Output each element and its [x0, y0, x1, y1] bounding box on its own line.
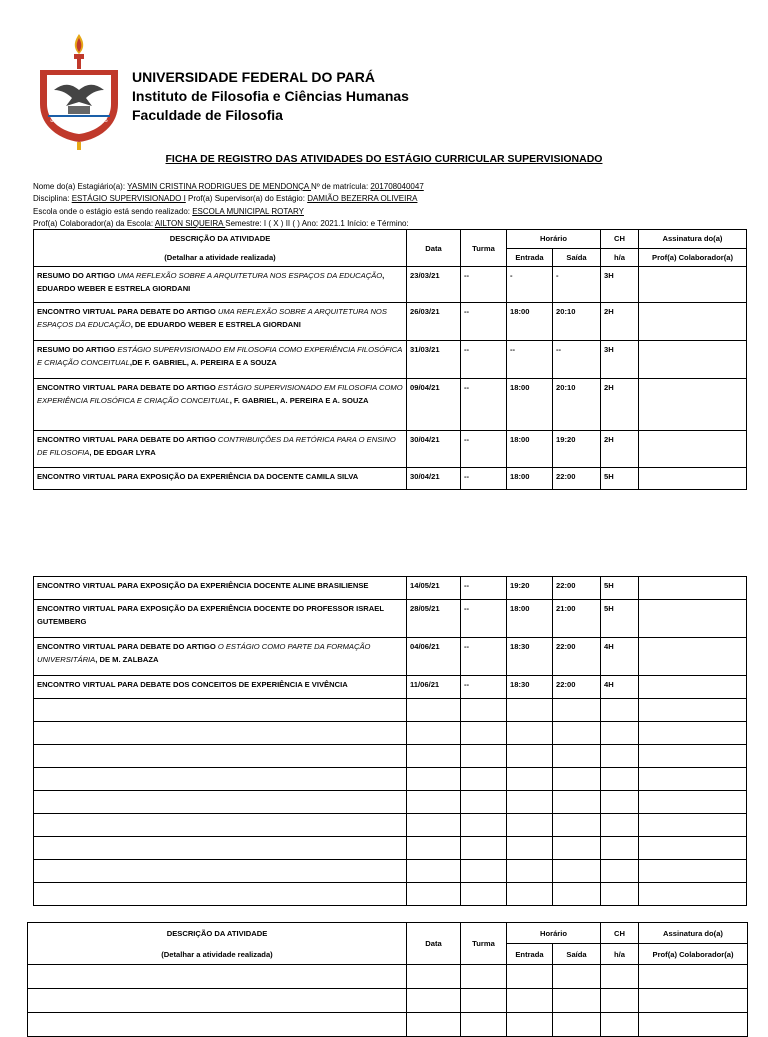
- student-label: Nome do(a) Estagiário(a):: [33, 182, 128, 191]
- desc-author: , EDUARDO WEBER E ESTRELA GIORDANI: [37, 271, 385, 293]
- collaborator-label: Prof(a) Colaborador(a) da Escola:: [33, 219, 155, 228]
- empty-cell: [461, 768, 507, 791]
- empty-cell: [507, 883, 553, 906]
- empty-cell: [407, 1013, 461, 1037]
- desc-author: , DE EDUARDO WEBER E ESTRELA GIORDANI: [130, 320, 301, 329]
- activity-turma: --: [461, 638, 507, 676]
- activity-signature: [639, 267, 747, 303]
- empty-cell: [601, 1013, 639, 1037]
- empty-cell: [639, 1013, 748, 1037]
- desc-text: RESUMO DO ARTIGO: [37, 271, 118, 280]
- empty-cell: [507, 860, 553, 883]
- ch-header: CH: [601, 230, 639, 249]
- saida-header: Saída: [553, 248, 601, 267]
- matricula-label: Nº de matrícula:: [311, 182, 371, 191]
- horario-header-3: Horário: [507, 923, 601, 944]
- empty-cell: [34, 883, 407, 906]
- activity-date: 23/03/21: [407, 267, 461, 303]
- activity-date: 14/05/21: [407, 577, 461, 600]
- semester-info: Semestre: I ( X ) II ( ) Ano: 2021.1 Início: e Término:: [225, 219, 409, 228]
- activity-entrada: -: [507, 267, 553, 303]
- desc-text: ENCONTRO VIRTUAL PARA DEBATE DOS CONCEITOS DE EXPERIÊNCIA E VIVÊNCIA: [37, 680, 348, 689]
- activity-turma: --: [461, 267, 507, 303]
- desc-text: ENCONTRO VIRTUAL PARA DEBATE DO ARTIGO: [37, 307, 218, 316]
- activity-description: [34, 638, 407, 676]
- empty-cell: [34, 860, 407, 883]
- activity-entrada: 18:00: [507, 431, 553, 468]
- empty-cell: [507, 837, 553, 860]
- seal-text: UNIVERSIDADE FEDERAL DO PARÁ: [50, 118, 108, 128]
- article-title: O ESTÁGIO COMO PARTE DA FORMAÇÃO UNIVERSITÁRIA: [37, 642, 371, 664]
- empty-cell: [553, 768, 601, 791]
- activity-turma: --: [461, 468, 507, 490]
- activity-saida: 22:00: [553, 638, 601, 676]
- desc-header: [34, 230, 407, 267]
- empty-cell: [407, 745, 461, 768]
- empty-cell: [639, 791, 747, 814]
- table-row: [34, 379, 747, 431]
- student-name: YASMIN CRISTINA RODRIGUES DE MENDONÇA: [127, 182, 311, 191]
- activity-turma: --: [461, 600, 507, 638]
- empty-cell: [461, 837, 507, 860]
- activity-ch: 5H: [601, 468, 639, 490]
- empty-row: [34, 883, 747, 906]
- activity-date: 09/04/21: [407, 379, 461, 431]
- empty-cell: [601, 814, 639, 837]
- activity-turma: --: [461, 676, 507, 699]
- activity-turma: --: [461, 577, 507, 600]
- empty-row: [34, 860, 747, 883]
- empty-row: [34, 699, 747, 722]
- empty-cell: [461, 1013, 507, 1037]
- desc-text: ENCONTRO VIRTUAL PARA EXPOSIÇÃO DA EXPERIÊNCIA DA DOCENTE CAMILA SILVA: [37, 472, 359, 481]
- sign-header-3: Assinatura do(a): [639, 923, 748, 944]
- empty-row: [28, 965, 748, 989]
- institution-header: [132, 68, 409, 125]
- empty-cell: [553, 883, 601, 906]
- activity-date: 31/03/21: [407, 341, 461, 379]
- activity-description: [34, 303, 407, 341]
- activity-signature: [639, 341, 747, 379]
- faculty-name: Faculdade de Filosofia: [132, 107, 283, 123]
- empty-cell: [639, 814, 747, 837]
- activity-ch: 2H: [601, 431, 639, 468]
- activity-date: 26/03/21: [407, 303, 461, 341]
- desc-title: DESCRIÇÃO DA ATIVIDADE: [169, 234, 271, 243]
- activity-ch: 5H: [601, 600, 639, 638]
- empty-cell: [461, 883, 507, 906]
- activity-description: [34, 379, 407, 431]
- activity-turma: --: [461, 341, 507, 379]
- empty-row: [34, 768, 747, 791]
- activity-signature: [639, 577, 747, 600]
- activity-entrada: 18:00: [507, 600, 553, 638]
- activity-table-2: [33, 576, 747, 906]
- activity-signature: [639, 638, 747, 676]
- empty-cell: [639, 722, 747, 745]
- activity-date: 04/06/21: [407, 638, 461, 676]
- empty-cell: [407, 699, 461, 722]
- activity-date: 30/04/21: [407, 468, 461, 490]
- empty-cell: [601, 837, 639, 860]
- empty-cell: [553, 860, 601, 883]
- activity-table-2-body: [34, 577, 747, 906]
- empty-cell: [461, 989, 507, 1013]
- activity-description: [34, 341, 407, 379]
- activity-signature: [639, 303, 747, 341]
- empty-cell: [407, 722, 461, 745]
- discipline-value: ESTÁGIO SUPERVISIONADO I: [71, 194, 186, 203]
- activity-entrada: --: [507, 341, 553, 379]
- desc-author: , DE M. ZALBAZA: [95, 655, 159, 664]
- empty-cell: [639, 883, 747, 906]
- article-title: ESTÁGIO SUPERVISIONADO EM FILOSOFIA COMO EXPERIÊNCIA FILOSÓFICA E CRIAÇÃO CONCEITUAL: [37, 383, 403, 405]
- activity-saida: 22:00: [553, 468, 601, 490]
- date-header: Data: [407, 230, 461, 267]
- empty-cell: [34, 791, 407, 814]
- entrada-header: Entrada: [507, 248, 553, 267]
- article-title: CONTRIBUIÇÕES DA RETÓRICA PARA O ENSINO DE FILOSOFIA: [37, 435, 396, 457]
- activity-ch: 3H: [601, 341, 639, 379]
- turma-header-3: Turma: [461, 923, 507, 965]
- desc-text: ENCONTRO VIRTUAL PARA DEBATE DO ARTIGO: [37, 435, 218, 444]
- empty-row: [28, 1013, 748, 1037]
- empty-row: [34, 791, 747, 814]
- empty-cell: [34, 745, 407, 768]
- activity-saida: 20:10: [553, 303, 601, 341]
- empty-cell: [601, 791, 639, 814]
- empty-cell: [407, 860, 461, 883]
- table-row: [34, 676, 747, 699]
- activity-ch: 4H: [601, 676, 639, 699]
- entrada-header-3: Entrada: [507, 944, 553, 965]
- empty-cell: [34, 722, 407, 745]
- empty-cell: [601, 699, 639, 722]
- ch-unit-header-3: h/a: [601, 944, 639, 965]
- activity-signature: [639, 600, 747, 638]
- empty-cell: [461, 860, 507, 883]
- empty-cell: [507, 965, 553, 989]
- empty-cell: [601, 989, 639, 1013]
- activity-entrada: 18:00: [507, 468, 553, 490]
- empty-cell: [507, 745, 553, 768]
- empty-cell: [461, 722, 507, 745]
- activity-saida: 20:10: [553, 379, 601, 431]
- empty-cell: [507, 814, 553, 837]
- empty-cell: [507, 768, 553, 791]
- activity-ch: 5H: [601, 577, 639, 600]
- article-title: UMA REFLEXÃO SOBRE A ARQUITETURA NOS ESPAÇOS DA EDUCAÇÃO: [117, 271, 383, 280]
- table-row: [34, 638, 747, 676]
- collaborator-line: [33, 218, 409, 229]
- form-title: FICHA DE REGISTRO DAS ATIVIDADES DO ESTÁGIO CURRICULAR SUPERVISIONADO: [165, 153, 603, 165]
- desc-text: ENCONTRO VIRTUAL PARA DEBATE DO ARTIGO: [37, 383, 218, 392]
- empty-cell: [639, 989, 748, 1013]
- activity-saida: --: [553, 341, 601, 379]
- empty-cell: [553, 1013, 601, 1037]
- empty-cell: [507, 1013, 553, 1037]
- desc-header-3: [28, 923, 407, 965]
- table-row: [34, 577, 747, 600]
- activity-turma: --: [461, 431, 507, 468]
- desc-text: ENCONTRO VIRTUAL PARA DEBATE DO ARTIGO: [37, 642, 218, 651]
- empty-cell: [407, 791, 461, 814]
- empty-cell: [407, 814, 461, 837]
- empty-cell: [507, 722, 553, 745]
- sign-subheader-3: Prof(a) Colaborador(a): [639, 944, 748, 965]
- activity-table-3: [27, 922, 748, 1037]
- empty-cell: [601, 860, 639, 883]
- desc-subtitle-3: (Detalhar a atividade realizada): [161, 949, 273, 959]
- empty-cell: [461, 814, 507, 837]
- empty-cell: [553, 722, 601, 745]
- matricula-value: 201708040047: [370, 182, 424, 191]
- empty-cell: [34, 768, 407, 791]
- empty-cell: [507, 791, 553, 814]
- activity-turma: --: [461, 379, 507, 431]
- table-row: [34, 600, 747, 638]
- desc-author: , DE EDGAR LYRA: [89, 448, 156, 457]
- saida-header-3: Saída: [553, 944, 601, 965]
- table-row: [34, 431, 747, 468]
- desc-author: ,DE F. GABRIEL, A. PEREIRA E A SOUZA: [129, 358, 277, 367]
- empty-row: [34, 837, 747, 860]
- empty-cell: [34, 814, 407, 837]
- empty-row: [34, 722, 747, 745]
- supervisor-label: Prof(a) Supervisor(a) do Estágio:: [185, 194, 308, 203]
- university-name: UNIVERSIDADE FEDERAL DO PARÁ: [132, 69, 375, 85]
- school-label: Escola onde o estágio está sendo realizado:: [33, 207, 193, 216]
- date-header-3: Data: [407, 923, 461, 965]
- desc-subtitle: (Detalhar a atividade realizada): [164, 253, 276, 262]
- empty-cell: [28, 1013, 407, 1037]
- activity-saida: 22:00: [553, 676, 601, 699]
- empty-cell: [461, 699, 507, 722]
- desc-text: ENCONTRO VIRTUAL PARA EXPOSIÇÃO DA EXPERIÊNCIA DOCENTE ALINE BRASILIENSE: [37, 581, 369, 590]
- activity-turma: --: [461, 303, 507, 341]
- school-line: [33, 206, 304, 217]
- turma-header: Turma: [461, 230, 507, 267]
- table-row: [34, 341, 747, 379]
- activity-ch: 2H: [601, 379, 639, 431]
- empty-cell: [601, 965, 639, 989]
- activity-description: [34, 431, 407, 468]
- activity-ch: 3H: [601, 267, 639, 303]
- article-title: UMA REFLEXÃO SOBRE A ARQUITETURA NOS ESPAÇOS DA EDUCAÇÃO: [37, 307, 387, 329]
- activity-table-3-body: [28, 965, 748, 1037]
- activity-signature: [639, 468, 747, 490]
- empty-cell: [407, 989, 461, 1013]
- activity-saida: -: [553, 267, 601, 303]
- activity-ch: 4H: [601, 638, 639, 676]
- empty-cell: [639, 745, 747, 768]
- activity-description: [34, 267, 407, 303]
- ch-unit-header: h/a: [601, 248, 639, 267]
- discipline-line: [33, 193, 417, 204]
- empty-cell: [553, 837, 601, 860]
- empty-row: [34, 814, 747, 837]
- activity-entrada: 18:30: [507, 676, 553, 699]
- sign-subheader: Prof(a) Colaborador(a): [639, 248, 747, 267]
- activity-table-1-body: [34, 267, 747, 490]
- activity-description: [34, 600, 407, 638]
- empty-cell: [639, 860, 747, 883]
- desc-title-3: DESCRIÇÃO DA ATIVIDADE: [166, 928, 268, 938]
- empty-cell: [407, 883, 461, 906]
- student-line: [33, 181, 424, 192]
- activity-description: [34, 468, 407, 490]
- empty-cell: [553, 814, 601, 837]
- empty-cell: [553, 965, 601, 989]
- empty-cell: [507, 989, 553, 1013]
- empty-cell: [601, 883, 639, 906]
- empty-cell: [407, 837, 461, 860]
- empty-cell: [639, 837, 747, 860]
- empty-cell: [639, 699, 747, 722]
- activity-date: 28/05/21: [407, 600, 461, 638]
- horario-header: Horário: [507, 230, 601, 249]
- empty-cell: [601, 722, 639, 745]
- empty-row: [34, 745, 747, 768]
- article-title: ESTÁGIO SUPERVISIONADO EM FILOSOFIA COMO EXPERIÊNCIA FILOSÓFICA E CRIAÇÃO CONCEITUAL: [37, 345, 402, 367]
- empty-cell: [461, 791, 507, 814]
- empty-cell: [601, 768, 639, 791]
- activity-table-1: [33, 229, 747, 490]
- ch-header-3: CH: [601, 923, 639, 944]
- sign-header: Assinatura do(a): [639, 230, 747, 249]
- table-row: [34, 303, 747, 341]
- institute-name: Instituto de Filosofia e Ciências Humanas: [132, 88, 409, 104]
- university-logo: [34, 32, 124, 152]
- empty-cell: [601, 745, 639, 768]
- discipline-label: Disciplina:: [33, 194, 72, 203]
- desc-text: ENCONTRO VIRTUAL PARA EXPOSIÇÃO DA EXPERIÊNCIA DOCENTE DO PROFESSOR ISRAEL GUTEMBERG: [37, 604, 384, 626]
- empty-cell: [639, 768, 747, 791]
- activity-entrada: 18:30: [507, 638, 553, 676]
- activity-entrada: 19:20: [507, 577, 553, 600]
- table-row: [34, 267, 747, 303]
- activity-description: [34, 577, 407, 600]
- activity-saida: 22:00: [553, 577, 601, 600]
- table-row: [34, 468, 747, 490]
- activity-description: [34, 676, 407, 699]
- activity-ch: 2H: [601, 303, 639, 341]
- empty-cell: [553, 699, 601, 722]
- desc-text: RESUMO DO ARTIGO: [37, 345, 118, 354]
- empty-cell: [28, 989, 407, 1013]
- activity-saida: 19:20: [553, 431, 601, 468]
- activity-entrada: 18:00: [507, 379, 553, 431]
- activity-signature: [639, 676, 747, 699]
- activity-date: 30/04/21: [407, 431, 461, 468]
- empty-cell: [553, 989, 601, 1013]
- empty-cell: [407, 768, 461, 791]
- empty-cell: [34, 837, 407, 860]
- desc-author: , F. GABRIEL, A. PEREIRA E A. SOUZA: [229, 396, 369, 405]
- activity-entrada: 18:00: [507, 303, 553, 341]
- empty-cell: [639, 965, 748, 989]
- collaborator-name: AILTON SIQUEIRA: [154, 219, 226, 228]
- empty-cell: [461, 965, 507, 989]
- empty-cell: [553, 791, 601, 814]
- school-name: ESCOLA MUNICIPAL ROTARY: [192, 207, 304, 216]
- activity-saida: 21:00: [553, 600, 601, 638]
- empty-cell: [407, 965, 461, 989]
- empty-row: [28, 989, 748, 1013]
- activity-signature: [639, 431, 747, 468]
- empty-cell: [461, 745, 507, 768]
- empty-cell: [28, 965, 407, 989]
- empty-cell: [507, 699, 553, 722]
- supervisor-name: DAMIÃO BEZERRA OLIVEIRA: [307, 194, 418, 203]
- activity-signature: [639, 379, 747, 431]
- empty-cell: [34, 699, 407, 722]
- empty-cell: [553, 745, 601, 768]
- activity-date: 11/06/21: [407, 676, 461, 699]
